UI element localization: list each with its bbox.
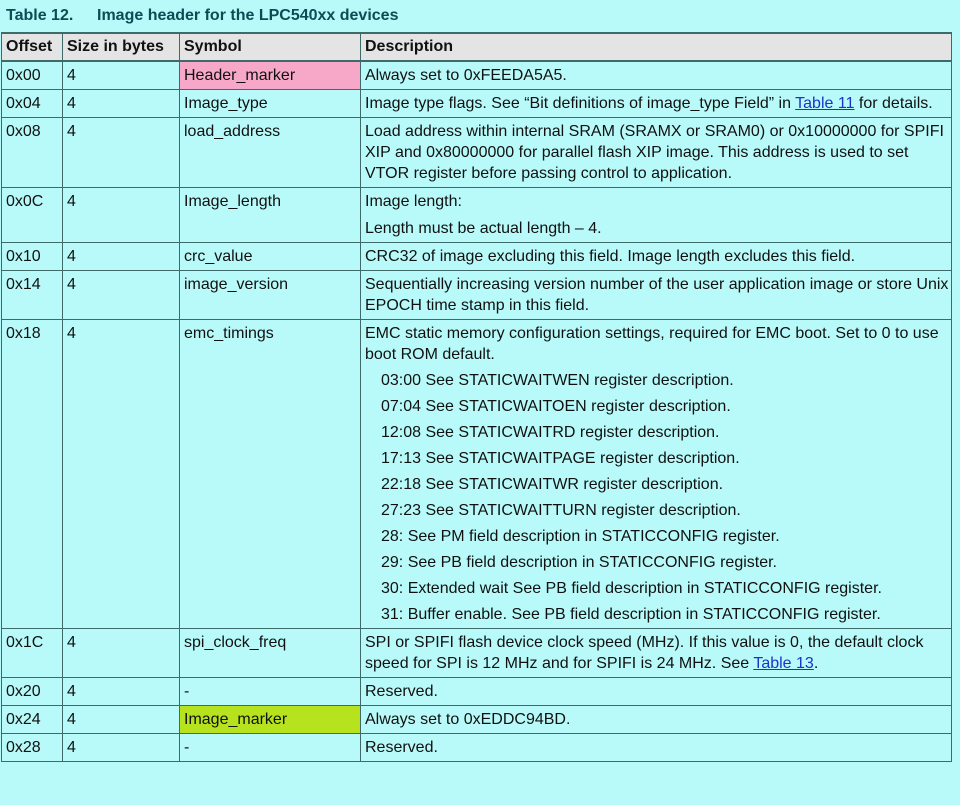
size-cell: 4 bbox=[63, 320, 180, 629]
table-row bbox=[2, 706, 952, 734]
offset-cell: 0x04 bbox=[2, 90, 63, 118]
size-cell: 4 bbox=[63, 61, 180, 90]
bit-field-item: 30: Extended wait See PB field description in STATICCONFIG register. bbox=[381, 580, 882, 597]
bit-field-item: 17:13 See STATICWAITPAGE register description. bbox=[381, 450, 740, 467]
size-cell: 4 bbox=[63, 629, 180, 678]
description-cell bbox=[361, 629, 952, 678]
offset-cell: 0x14 bbox=[2, 271, 63, 320]
column-header-size: Size in bytes bbox=[63, 33, 180, 61]
table-row bbox=[2, 734, 952, 762]
description-text: for details. bbox=[854, 95, 933, 112]
bit-field-item: 27:23 See STATICWAITTURN register description. bbox=[381, 502, 741, 519]
table-header-row bbox=[2, 33, 952, 61]
offset-cell: 0x24 bbox=[2, 706, 63, 734]
offset-cell: 0x28 bbox=[2, 734, 63, 762]
description-cell: Sequentially increasing version number of the user application image or store Unix EPOCH time stamp in this field. bbox=[361, 271, 952, 320]
symbol-cell: load_address bbox=[180, 118, 361, 188]
bit-field-item: 29: See PB field description in STATICCONFIG register. bbox=[381, 554, 777, 571]
bit-field-item: 31: Buffer enable. See PB field description in STATICCONFIG register. bbox=[381, 606, 881, 623]
symbol-cell: Image_type bbox=[180, 90, 361, 118]
symbol-cell: - bbox=[180, 734, 361, 762]
table-row bbox=[2, 271, 952, 320]
image-header-table bbox=[1, 32, 952, 762]
symbol-cell: spi_clock_freq bbox=[180, 629, 361, 678]
size-cell: 4 bbox=[63, 678, 180, 706]
size-cell: 4 bbox=[63, 188, 180, 243]
offset-cell: 0x1C bbox=[2, 629, 63, 678]
table-13-link[interactable]: Table 13 bbox=[753, 655, 814, 672]
table-row bbox=[2, 61, 952, 90]
table-row bbox=[2, 243, 952, 271]
symbol-cell: - bbox=[180, 678, 361, 706]
table-number: Table 12. bbox=[6, 7, 74, 24]
table-row bbox=[2, 678, 952, 706]
bit-field-item: 12:08 See STATICWAITRD register description. bbox=[381, 424, 720, 441]
table-row bbox=[2, 629, 952, 678]
size-cell: 4 bbox=[63, 118, 180, 188]
description-cell: Always set to 0xEDDC94BD. bbox=[361, 706, 952, 734]
table-row bbox=[2, 118, 952, 188]
offset-cell: 0x08 bbox=[2, 118, 63, 188]
description-text: Image type flags. See “Bit definitions of image_type Field” in bbox=[365, 95, 796, 112]
description-text: SPI or SPIFI flash device clock speed (MHz). If this value is 0, the default clock speed for SPI is 12 MHz and for SPIFI is 24 MHz. See bbox=[365, 634, 924, 672]
size-cell: 4 bbox=[63, 706, 180, 734]
offset-cell: 0x00 bbox=[2, 61, 63, 90]
size-cell: 4 bbox=[63, 734, 180, 762]
table-row bbox=[2, 90, 952, 118]
size-cell: 4 bbox=[63, 243, 180, 271]
description-text: EMC static memory configuration settings, required for EMC boot. Set to 0 to use boot ROM default. bbox=[365, 325, 939, 363]
column-header-offset: Offset bbox=[2, 33, 63, 61]
offset-cell: 0x10 bbox=[2, 243, 63, 271]
description-cell bbox=[361, 188, 952, 243]
description-text: . bbox=[813, 655, 819, 672]
description-cell: CRC32 of image excluding this field. Image length excludes this field. bbox=[361, 243, 952, 271]
description-cell: Always set to 0xFEEDA5A5. bbox=[361, 61, 952, 90]
description-cell: Reserved. bbox=[361, 678, 952, 706]
symbol-cell: Image_length bbox=[180, 188, 361, 243]
size-cell: 4 bbox=[63, 90, 180, 118]
table-caption bbox=[6, 7, 398, 25]
table-11-link[interactable]: Table 11 bbox=[795, 95, 855, 112]
symbol-cell-highlighted: Header_marker bbox=[180, 61, 361, 90]
description-cell bbox=[361, 320, 952, 629]
bit-field-item: 07:04 See STATICWAITOEN register description. bbox=[381, 398, 731, 415]
bit-field-item: 22:18 See STATICWAITWR register description. bbox=[381, 476, 724, 493]
symbol-cell: emc_timings bbox=[180, 320, 361, 629]
offset-cell: 0x18 bbox=[2, 320, 63, 629]
bit-field-item: 28: See PM field description in STATICCONFIG register. bbox=[381, 528, 780, 545]
description-note: Length must be actual length – 4. bbox=[365, 220, 602, 237]
description-cell: Load address within internal SRAM (SRAMX or SRAM0) or 0x10000000 for SPIFI XIP and 0x80000000 for parallel flash XIP image. This address is used to set VTOR register before passing control to application. bbox=[361, 118, 952, 188]
symbol-cell-highlighted: Image_marker bbox=[180, 706, 361, 734]
offset-cell: 0x20 bbox=[2, 678, 63, 706]
table-title: Image header for the LPC540xx devices bbox=[97, 7, 399, 24]
bit-field-item: 03:00 See STATICWAITWEN register description. bbox=[381, 372, 734, 389]
column-header-description: Description bbox=[361, 33, 952, 61]
column-header-symbol: Symbol bbox=[180, 33, 361, 61]
description-text: Image length: bbox=[365, 193, 462, 210]
description-cell: Reserved. bbox=[361, 734, 952, 762]
symbol-cell: crc_value bbox=[180, 243, 361, 271]
description-cell bbox=[361, 90, 952, 118]
table-row bbox=[2, 320, 952, 629]
table-row bbox=[2, 188, 952, 243]
size-cell: 4 bbox=[63, 271, 180, 320]
symbol-cell: image_version bbox=[180, 271, 361, 320]
offset-cell: 0x0C bbox=[2, 188, 63, 243]
